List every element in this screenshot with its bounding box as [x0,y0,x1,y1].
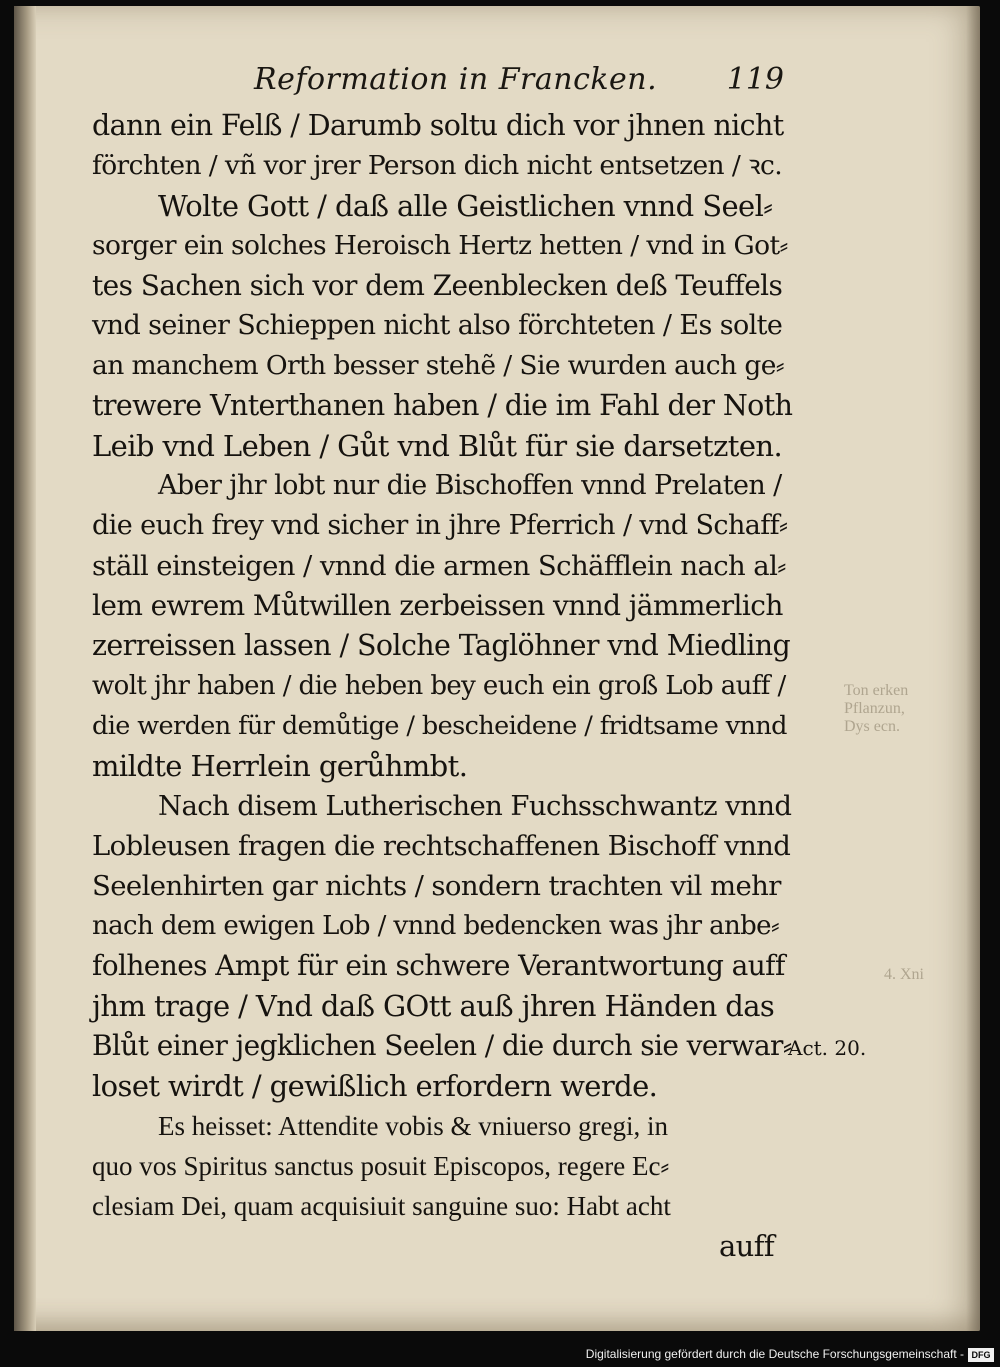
text-line: dann ein Felß / Darumb soltu dich vor jhnen nicht [92,109,784,142]
text-line: Blůt einer jegklichen Seelen / die durch sie verwar⸗ [92,1029,792,1062]
text-line: sorger ein solches Heroisch Hertz hetten / vnd in Got⸗ [92,230,788,261]
text-line: vnd seiner Schieppen nicht also förchteten / Es solte [92,310,783,341]
text-line: Seelenhirten gar nichts / sondern trachten vil mehr [92,870,781,902]
running-title: Reformation in Francken. [254,62,658,97]
catchword: auff [718,1229,774,1263]
page-edge-shadow [966,6,980,1331]
text-line: zerreissen lassen / Solche Taglöhner vnd Miedling [92,629,791,662]
page-header [94,62,784,104]
page-number: 119 [726,62,784,97]
book-spine-shadow [14,6,36,1331]
book-page [14,6,980,1331]
text-line: tes Sachen sich vor dem Zeenblecken deß Teuffels [92,269,783,302]
text-line: loset wirdt / gewißlich erfordern werde. [92,1069,658,1103]
text-line: Wolte Gott / daß alle Geistlichen vnnd Seel⸗ [158,189,773,223]
margin-reference: Act. 20. [788,1036,867,1060]
text-line: Nach disem Lutherischen Fuchsschwantz vnnd [158,790,792,822]
digitization-credit: Digitalisierung gefördert durch die Deutsche Forschungsgemeinschaft - [585,1347,964,1361]
text-line: folhenes Ampt für ein schwere Verantwortung auff [92,949,785,982]
faint-margin-note-2: 4. Xni [884,966,924,983]
dfg-logo-icon: DFG [968,1348,994,1362]
text-line: Aber jhr lobt nur die Bischoffen vnnd Prelaten / [158,470,782,501]
text-line: Lobleusen fragen die rechtschaffenen Bischoff vnnd [92,830,791,862]
text-line: mildte Herrlein gerůhmbt. [92,749,468,783]
text-line: an manchem Orth besser stehẽ / Sie wurden auch ge⸗ [92,350,784,381]
body-text [92,106,792,1266]
text-line: jhm trage / Vnd daß GOtt auß jhren Händen das [92,989,775,1023]
footer-bar [0,1339,1000,1367]
text-line: lem ewrem Můtwillen zerbeissen vnnd jämmerlich [92,589,783,622]
text-line: Leib vnd Leben / Gůt vnd Blůt für sie darsetzten. [92,429,783,463]
text-line: clesiam Dei, quam acquisiuit sanguine suo: Habt acht [92,1191,671,1221]
text-line: trewere Vnterthanen haben / die im Fahl der Noth [92,389,793,422]
text-line: förchten / vñ vor jrer Person dich nicht entsetzen / ꝛc. [92,150,783,181]
text-line: nach dem ewigen Lob / vnnd bedencken was jhr anbe⸗ [92,911,780,941]
text-line: wolt jhr haben / die heben bey euch ein groß Lob auff / [92,671,786,701]
text-line: Es heisset: Attendite vobis & vniuerso gregi, in [158,1111,668,1141]
text-line: ställ einsteigen / vnnd die armen Schäfflein nach al⸗ [92,550,786,582]
text-line: die werden für demůtige / bescheidene / fridtsame vnnd [92,711,787,741]
text-line: die euch frey vnd sicher in jhre Pferrich / vnd Schaff⸗ [92,510,788,541]
text-line: quo vos Spiritus sanctus posuit Episcopos, regere Ec⸗ [92,1151,670,1181]
faint-margin-note: Ton erken Pflanzun, Dys ecn. [844,682,909,735]
